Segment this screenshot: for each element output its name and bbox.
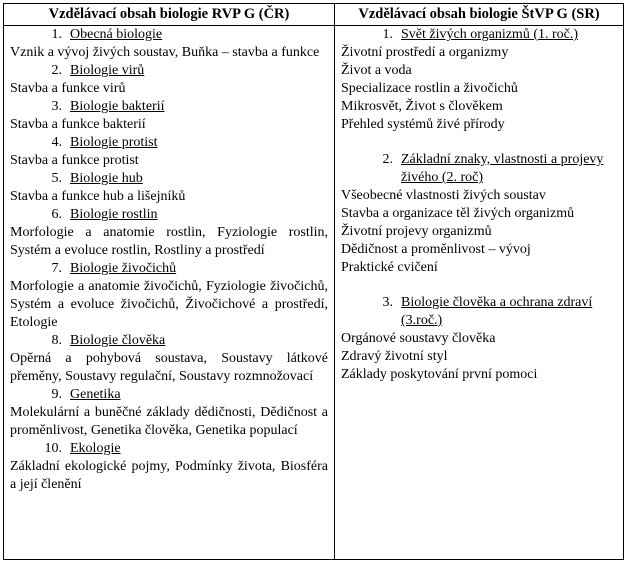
- section-heading: 3. Biologie člověka a ochrana zdraví (3.roč.): [382, 295, 593, 328]
- section-heading: 8. Biologie člověka: [51, 333, 166, 348]
- spacer: [341, 277, 617, 294]
- section-content: Základní ekologické pojmy, Podmínky života, Biosféra a její členění: [10, 459, 328, 492]
- section-content: Vznik a vývoj živých soustav, Buňka – stavba a funkce: [10, 45, 320, 60]
- section-title: Základní znaky, vlastnosti a projevy živého (2. roč): [401, 152, 604, 185]
- right-column: [335, 26, 624, 560]
- section-title: Biologie živočichů: [70, 261, 177, 276]
- section-title: Biologie hub: [70, 171, 143, 186]
- section-title: Genetika: [70, 387, 121, 402]
- section-heading: 1. Obecná biologie: [51, 27, 163, 42]
- list-item: Stavba a organizace těl živých organizmů: [341, 206, 575, 221]
- section-content: Opěrná a pohybová soustava, Soustavy látkové přeměny, Soustavy regulační, Soustavy rozmnožovací: [10, 351, 328, 384]
- header-row: [4, 4, 624, 26]
- list-item: Orgánové soustavy člověka: [341, 331, 496, 346]
- list-item: Specializace rostlin a živočichů: [341, 81, 518, 96]
- list-item: Život a voda: [341, 63, 412, 78]
- section-content: Molekulární a buněčné základy dědičnosti, Dědičnost a proměnlivost, Genetika člověka, Genetika populací: [10, 405, 328, 438]
- curriculum-table: [3, 3, 624, 560]
- list-item: Základy poskytování první pomoci: [341, 367, 538, 382]
- section-title: Biologie člověka a ochrana zdraví (3.roč.): [401, 295, 593, 328]
- list-item: Životní prostředí a organizmy: [341, 45, 509, 60]
- left-column: [4, 26, 335, 560]
- list-item: Přehled systémů živé přírody: [341, 117, 505, 132]
- list-item: Praktické cvičení: [341, 260, 438, 275]
- section-title: Obecná biologie: [70, 27, 163, 42]
- section-heading: 5. Biologie hub: [51, 171, 143, 186]
- section-content: Morfologie a anatomie rostlin, Fyziologie rostlin, Systém a evoluce rostlin, Rostliny a prostředí: [10, 225, 328, 258]
- section-heading: 9. Genetika: [51, 387, 121, 402]
- section-title: Svět živých organizmů (1. roč.): [401, 27, 579, 42]
- section-content: Morfologie a anatomie živočichů, Fyziologie živočichů, Systém a evoluce živočichů, Živočichové a prostředí, Etologie: [10, 279, 328, 330]
- section-content: Stavba a funkce bakterií: [10, 117, 146, 132]
- section-title: Biologie virů: [70, 63, 145, 78]
- section-content: Stavba a funkce protist: [10, 153, 139, 168]
- section-title: Biologie bakterií: [70, 99, 165, 114]
- list-item: Všeobecné vlastnosti živých soustav: [341, 188, 546, 203]
- section-heading: 1. Svět živých organizmů (1. roč.): [382, 27, 579, 42]
- list-item: Zdravý životní styl: [341, 349, 448, 364]
- section-heading: 4. Biologie protist: [51, 135, 158, 150]
- section-heading: 6. Biologie rostlin: [51, 207, 158, 222]
- section-heading: 2. Biologie virů: [51, 63, 145, 78]
- header-right: Vzdělávací obsah biologie ŠtVP G (SR): [335, 4, 624, 26]
- section-title: Biologie člověka: [70, 333, 166, 348]
- section-heading: 2. Základní znaky, vlastnosti a projevy živého (2. roč): [382, 152, 604, 185]
- section-heading: 7. Biologie živočichů: [51, 261, 177, 276]
- section-heading: 10. Ekologie: [44, 441, 121, 456]
- list-item: Dědičnost a proměnlivost – vývoj: [341, 242, 531, 257]
- section-content: Stavba a funkce virů: [10, 81, 126, 96]
- section-content: Stavba a funkce hub a lišejníků: [10, 189, 186, 204]
- section-title: Biologie protist: [70, 135, 158, 150]
- list-item: Mikrosvět, Život s člověkem: [341, 99, 503, 114]
- content-row: [4, 26, 624, 560]
- section-title: Biologie rostlin: [70, 207, 158, 222]
- section-heading: 3. Biologie bakterií: [51, 99, 165, 114]
- header-left: Vzdělávací obsah biologie RVP G (ČR): [4, 4, 335, 26]
- section-title: Ekologie: [70, 441, 121, 456]
- list-item: Životní projevy organizmů: [341, 224, 492, 239]
- spacer: [341, 134, 617, 151]
